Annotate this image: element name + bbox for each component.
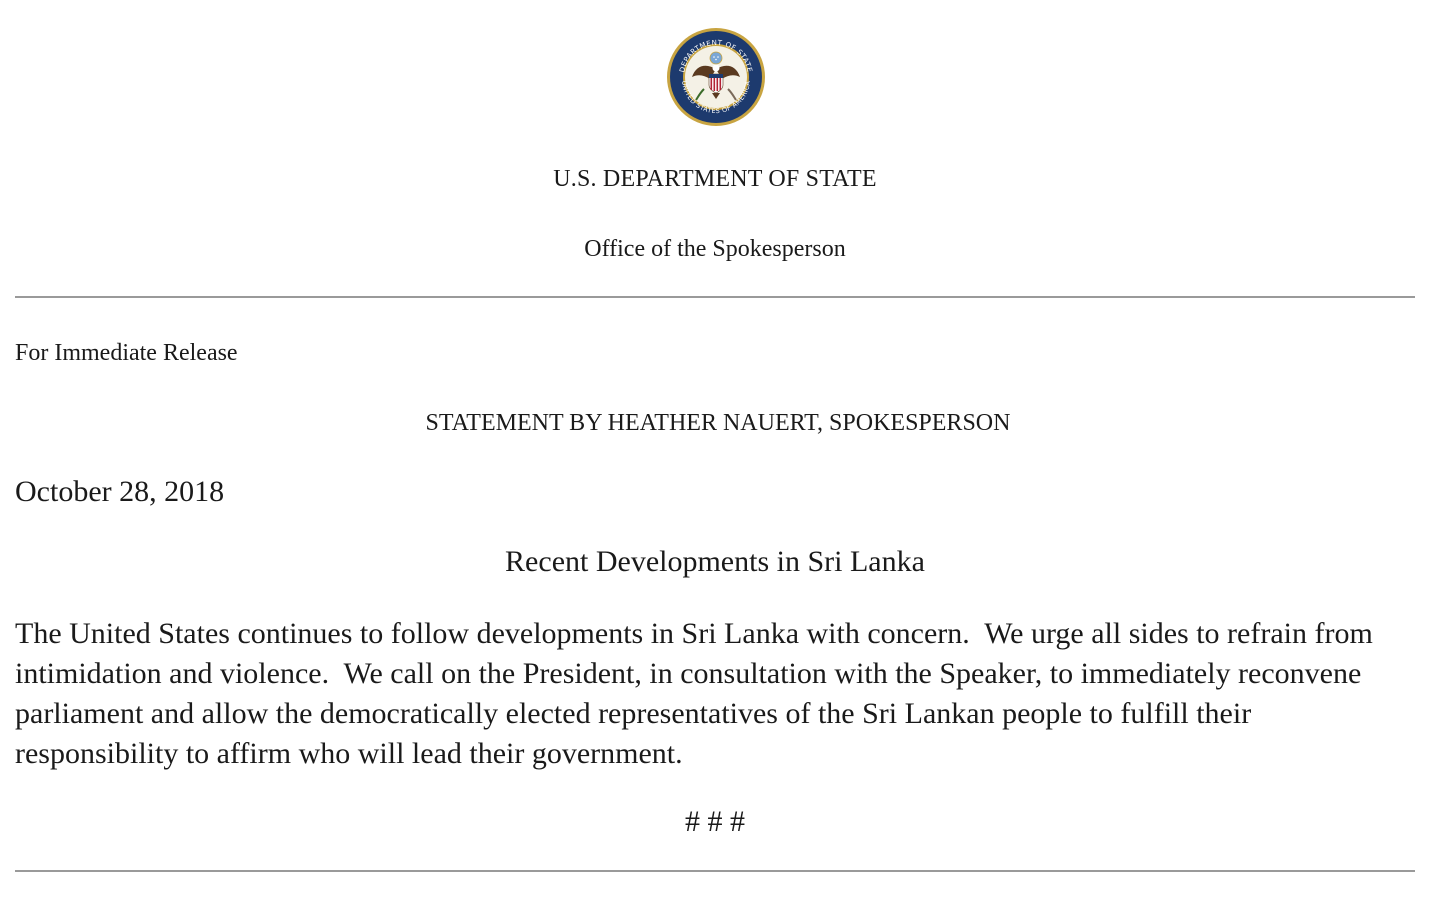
department-of-state-seal — [666, 27, 766, 127]
statement-byline: STATEMENT BY HEATHER NAUERT, SPOKESPERSON — [425, 410, 1011, 436]
statement-body: The United States continues to follow developments in Sri Lanka with concern. We urge all sides to refrain from intimidation and violence. We call on the President, in consultation with the Speaker, to immediately reconvene parliament and allow the democratically elected representatives of the Sri Lankan people to fulfill their responsibility to affirm who will lead their government. — [15, 617, 1373, 770]
office-name: Office of the Spokesperson — [584, 236, 846, 262]
top-divider — [15, 296, 1415, 298]
release-label: For Immediate Release — [15, 340, 238, 366]
statement-title: Recent Developments in Sri Lanka — [505, 545, 925, 578]
bottom-divider — [15, 870, 1415, 872]
svg-text:UNITED STATES OF AMERICA: UNITED STATES OF AMERICA — [679, 80, 753, 116]
department-name: U.S. DEPARTMENT OF STATE — [553, 166, 877, 192]
release-date: October 28, 2018 — [15, 475, 225, 508]
seal-icon — [666, 27, 766, 127]
svg-text:DEPARTMENT OF STATE: DEPARTMENT OF STATE — [678, 38, 754, 74]
end-marks: # # # — [685, 805, 745, 838]
